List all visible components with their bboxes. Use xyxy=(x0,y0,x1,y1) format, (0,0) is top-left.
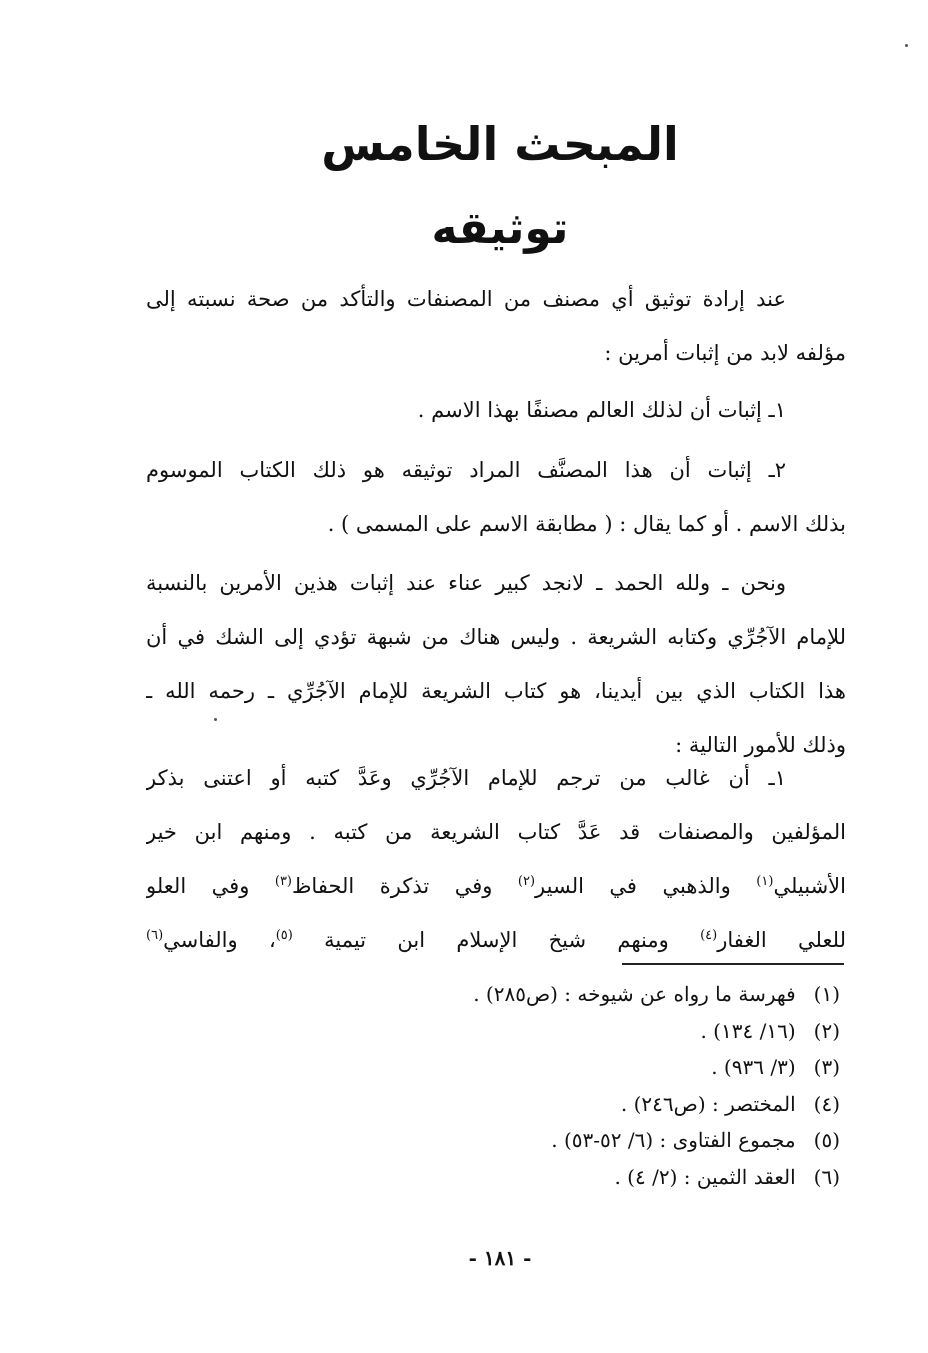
footnote-item xyxy=(280,1049,840,1086)
footnote-number: (٤) xyxy=(813,1091,840,1116)
paragraph-line: للإمام الآجُرِّي وكتابه الشريعة . وليس هناك من شبهة تؤدي إلى الشك في أن xyxy=(146,625,846,649)
text-run: ، والفاسي xyxy=(163,928,276,952)
footnote-marker[interactable]: (٦) xyxy=(146,928,164,943)
footnote-text: المختصر : (ص٢٤٦) . xyxy=(620,1091,796,1116)
footnote-marker[interactable]: (١) xyxy=(756,874,774,889)
footnote-marker[interactable]: (٤) xyxy=(700,928,718,943)
paragraph-line xyxy=(146,913,846,967)
text-run: ومنهم شيخ الإسلام ابن تيمية xyxy=(292,928,701,952)
paragraph-line: ١ـ أن غالب من ترجم للإمام الآجُرِّي وعَدَّ كتبه أو اعتنى بذكر xyxy=(146,766,786,790)
paragraph-point-2 xyxy=(146,443,846,551)
footnote-text: العقد الثمين : (٢/ ٤) . xyxy=(614,1164,796,1189)
paragraph-line: المؤلفين والمصنفات قد عَدَّ كتاب الشريعة من كتبه . ومنهم ابن خير xyxy=(146,820,846,844)
paragraph-line: ونحن ـ ولله الحمد ـ لانجد كبير عناء عند إثبات هذين الأمرين بالنسبة xyxy=(146,571,786,595)
footnote-marker[interactable]: (٣) xyxy=(274,874,292,889)
footnote-text: فهرسة ما رواه عن شيوخه : (ص٢٨٥) . xyxy=(473,982,796,1006)
footnote-item xyxy=(280,1122,840,1159)
scan-speck xyxy=(905,44,908,47)
footnote-text: (١٦/ ١٣٤) . xyxy=(700,1018,796,1043)
footnote-number: (١) xyxy=(813,982,840,1006)
paragraph-line: عند إرادة توثيق أي مصنف من المصنفات والتأكد من صحة نسبته إلى xyxy=(146,287,786,311)
paragraph-intro xyxy=(146,272,846,380)
footnote-item xyxy=(280,1086,840,1123)
footnotes-list xyxy=(280,976,840,1195)
text-run: الأشبيلي xyxy=(773,874,846,898)
paragraph-line: وذلك للأمور التالية : xyxy=(675,733,846,757)
paragraph-line: ٢ـ إثبات أن هذا المصنَّف المراد توثيقه هو ذلك الكتاب الموسوم xyxy=(146,458,786,482)
paragraph-reason-1 xyxy=(146,751,846,967)
paragraph-line: مؤلفه لابد من إثبات أمرين : xyxy=(604,341,846,365)
chapter-title: المبحث الخامس xyxy=(321,117,679,171)
footnote-text: مجموع الفتاوى : (٦/ ٥٢-٥٣) . xyxy=(551,1128,796,1152)
footnote-number: (٥) xyxy=(813,1128,840,1152)
footnote-divider xyxy=(622,963,844,965)
section-title: توثيقه xyxy=(431,203,569,254)
text-run: للعلي الغفار xyxy=(717,928,846,952)
footnote-marker[interactable]: (٥) xyxy=(275,928,293,943)
footnote-item xyxy=(280,1013,840,1050)
text-run: وفي العلو xyxy=(146,874,275,898)
text-run: وفي تذكرة الحفاظ xyxy=(292,874,518,898)
footnote-text: (٣/ ٩٣٦) . xyxy=(711,1055,796,1079)
footnote-number: (٦) xyxy=(813,1164,840,1189)
footnote-item xyxy=(280,1159,840,1196)
page-number: - ١٨١ - xyxy=(468,1246,532,1270)
footnote-item xyxy=(280,976,840,1013)
paragraph-reasons-intro xyxy=(146,556,846,772)
text-run: والذهبي في السير xyxy=(535,874,757,898)
footnote-number: (٣) xyxy=(813,1055,840,1079)
footnote-number: (٢) xyxy=(813,1018,840,1043)
paragraph-line: هذا الكتاب الذي بين أيدينا، هو كتاب الشريعة للإمام الآجُرِّي ـ رحمه الله ـ xyxy=(146,679,846,703)
paragraph-line: بذلك الاسم . أو كما يقال : ( مطابقة الاسم على المسمى ) . xyxy=(327,512,846,536)
paragraph-line: ١ـ إثبات أن لذلك العالم مصنفًا بهذا الاسم . xyxy=(417,398,786,422)
paragraph-point-1 xyxy=(146,383,846,437)
footnote-marker[interactable]: (٢) xyxy=(517,874,536,889)
paragraph-line xyxy=(146,859,846,913)
scan-speck xyxy=(214,718,217,721)
